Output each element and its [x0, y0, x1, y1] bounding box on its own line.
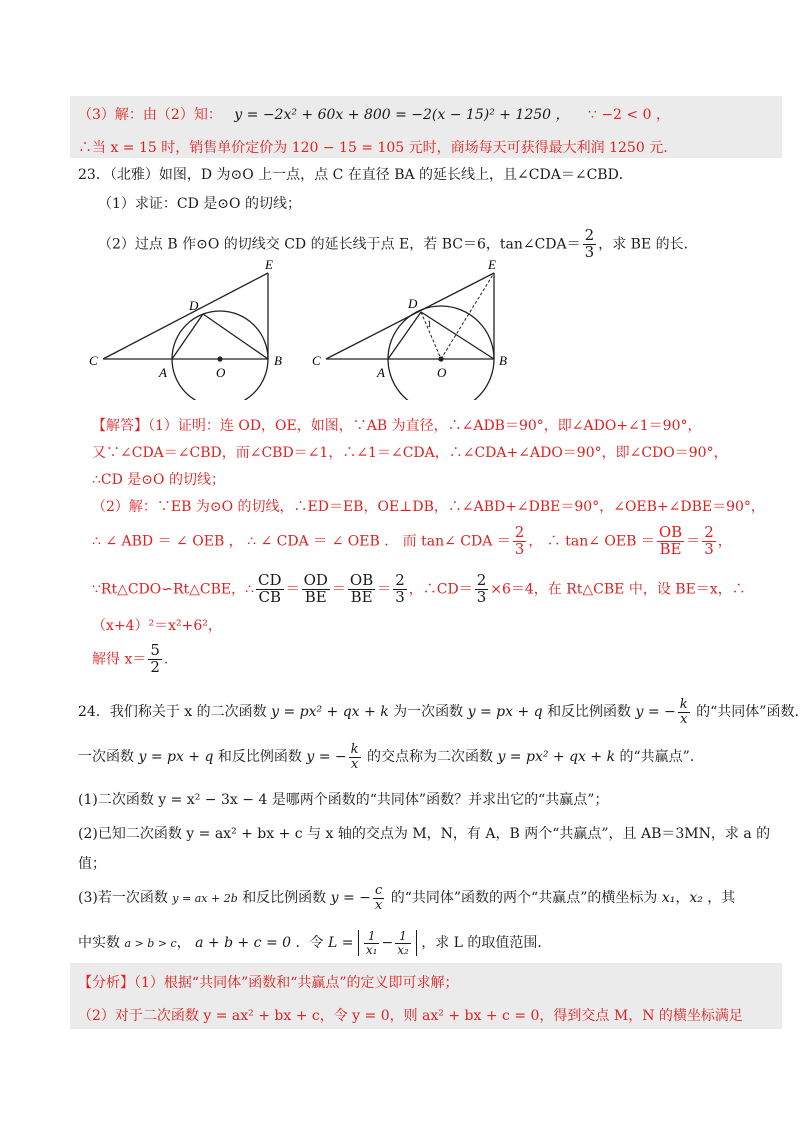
frac-den: x₂ — [397, 942, 409, 957]
frac-den: BE — [350, 587, 373, 606]
equals-sign: ＝ — [331, 581, 346, 598]
ans23-l8 — [92, 643, 800, 676]
fraction-2-3 — [702, 525, 716, 558]
ans23-l4: （2）解：∵EB 为⊙O 的切线，∴ED＝EB，OE⊥DB，∴∠ABD+∠DBE＝90°，∠OEB+∠DBE＝90°， — [92, 499, 765, 515]
formula-linear: y = px + q — [138, 749, 214, 766]
q23-sub2-text-a: （2）过点 B 作⊙O 的切线交 CD 的延长线于点 E，若 BC＝6，tan∠CDA＝ — [98, 236, 581, 253]
frac-den: 3 — [514, 539, 525, 558]
frac-num: c — [373, 884, 384, 899]
tan-fraction — [583, 228, 597, 261]
ans23-l7: （x+4）²＝x²+6²， — [92, 618, 222, 634]
abs-expression: $\frac{1}{\text{x₁}}$ − $\frac{1}{\text{x₂}}$ — [358, 930, 417, 956]
ans23-l1: 【解答】（1）证明：连 OD，OE，如图，∵AB 为直径，∴∠ADB＝90°，即∠ADO+∠1＝90°， — [92, 418, 702, 434]
part3-label: （3）解：由（2）知： — [78, 107, 222, 123]
frac-num: 1 — [364, 930, 380, 944]
q24-l6: (3)若一次函数 y = ax + 2b 和反比例函数 y = − $\frac{c}{x}$ 的“共同体”函数的两个“共赢点”的横坐标为 x₁，x₂ ，其 — [78, 883, 736, 913]
frac-den: BE — [659, 539, 682, 558]
q24-l3: (1)二次函数 y = x² − 3x − 4 是哪两个函数的“共同体”函数？并求出它的“共赢点”； — [78, 792, 609, 808]
label-d: D — [408, 296, 418, 311]
label-d: D — [189, 298, 199, 313]
ans23-l3: ∴CD 是⊙O 的切线； — [92, 472, 225, 488]
circle-o — [172, 311, 268, 400]
frac-num: 2 — [514, 523, 525, 541]
frac-den: x — [350, 756, 359, 772]
part3-expr: y = −2x² + 60x + 800 = −2(x − 15)² + 1250 ， — [234, 107, 570, 123]
q24-l7-c: ，求 L 的取值范围． — [421, 935, 552, 952]
l-def: L = — [327, 935, 354, 952]
fraction-1-x2 — [395, 930, 411, 956]
frac-den: x — [374, 897, 383, 913]
q24-l2-b: 和反比例函数 — [217, 749, 302, 766]
q24-l1 — [78, 698, 800, 726]
fraction-c-x — [373, 884, 384, 912]
fraction-2-3 — [393, 573, 407, 606]
fraction-k-x — [678, 698, 690, 726]
q24-l2-a: 一次函数 — [78, 749, 134, 766]
q24-l7-a: 中实数 — [78, 935, 120, 952]
label-c: C — [89, 353, 98, 368]
center-dot — [217, 356, 222, 361]
fraction-ob-be — [657, 525, 684, 558]
fraction-k-x — [349, 743, 361, 771]
ans23-l5-b: ， ∴ tan∠ OEB ＝ — [528, 533, 655, 550]
frac-num: OB — [349, 571, 374, 589]
frac-den: 3 — [476, 587, 487, 606]
line-ce — [326, 273, 494, 359]
geometry-figure-right — [310, 255, 520, 400]
q24-l6-b: 和反比例函数 — [242, 890, 327, 907]
ans23-l8-a: 解得 x＝ — [92, 651, 147, 668]
analysis-l2: （2）对于二次函数 y = ax² + bx + c，令 y = 0，则 ax² + bx + c = 0，得到交点 M，N 的横坐标满足 — [78, 1008, 743, 1024]
q24-l4: (2)已知二次函数 y = ax² + bx + c 与 x 轴的交点为 M，N，有 A，B 两个“共赢点”，且 AB＝3MN，求 a 的 — [78, 826, 771, 842]
q23-stem: 23．（北雅）如图，D 为⊙O 上一点，点 C 在直径 BA 的延长线上，且∠CDA＝∠CBD． — [78, 167, 633, 183]
q24-l1-b: 为一次函数 — [393, 704, 464, 721]
frac-den: CB — [258, 587, 282, 606]
frac-num: OD — [303, 571, 328, 589]
ans23-l6-c: ×6＝4，在 Rt△CBE 中，设 BE＝x，∴ — [490, 581, 746, 598]
frac-den: x — [680, 711, 688, 727]
q24-l7-b: ．令 — [295, 935, 324, 952]
label-o: O — [216, 365, 226, 380]
frac-num: 2 — [395, 571, 405, 589]
analysis-l1: 【分析】（1）根据“共同体”函数和“共赢点”的定义即可求解； — [78, 975, 459, 991]
q24-l1-d: 的“共同体”函数. — [696, 704, 799, 721]
q23-sub2-text-b: ，求 BE 的长． — [598, 236, 698, 253]
equals-sign: ＝ — [285, 581, 300, 598]
x1: x₁ — [661, 890, 676, 907]
ans23-l6-a: ∵Rt△CDO∽Rt△CBE，∴ — [92, 581, 255, 598]
q24-l2-d: 的“共赢点”． — [619, 749, 704, 766]
formula-inverse: y = − — [306, 749, 347, 766]
formula-inverse: y = − — [635, 704, 676, 721]
frac-num: 2 — [584, 226, 595, 244]
q24-l2 — [78, 743, 800, 771]
formula-quadratic: y = px² + qx + k — [271, 704, 389, 721]
circle-o — [388, 306, 494, 400]
x2: x₂ — [689, 890, 703, 907]
part3-line1 — [78, 104, 800, 124]
line-db — [203, 314, 268, 359]
label-e: E — [265, 257, 273, 272]
q24-l6-d: ，其 — [707, 890, 736, 907]
frac-num: k — [350, 742, 359, 757]
ans23-l5-a: ∴ ∠ ABD ＝ ∠ OEB ， ∴ ∠ CDA ＝ ∠ OEB ． 而 tan∠ CDA ＝ — [92, 533, 511, 550]
label-c: C — [312, 353, 321, 368]
equals-sign: ＝ — [377, 581, 392, 598]
q24-l1-c: 和反比例函数 — [547, 704, 632, 721]
frac-num: OB — [658, 523, 683, 541]
frac-num: 5 — [150, 641, 160, 659]
fraction-od-be — [302, 573, 330, 606]
equals-sign: ＝ — [686, 533, 701, 550]
formula-linear-ab: y = ax + 2b — [172, 892, 238, 906]
fraction-1-x1 — [364, 930, 380, 956]
frac-num: CD — [258, 571, 282, 589]
ans23-l6 — [92, 573, 800, 606]
label-a: A — [377, 365, 385, 380]
frac-num: 1 — [395, 930, 411, 944]
frac-num: 2 — [704, 523, 714, 541]
q24-l6-a: (3)若一次函数 — [78, 890, 168, 907]
q23-sub1: （1）求证：CD 是⊙O 的切线； — [98, 196, 301, 212]
ans23-l2: 又∵∠CDA＝∠CBD，而∠CBD＝∠1，∴∠1＝∠CDA，∴∠CDA+∠ADO＝90°，即∠CDO＝90°， — [92, 445, 728, 461]
fraction-5-2 — [148, 643, 162, 676]
frac-den: 2 — [150, 657, 160, 676]
angle-1-label: 1 — [427, 319, 432, 329]
formula-linear: y = px + q — [467, 704, 543, 721]
frac-den: 3 — [395, 587, 405, 606]
part3-line2 — [78, 137, 800, 157]
frac-den: 3 — [704, 539, 714, 558]
line-db — [421, 312, 494, 359]
label-b: B — [499, 353, 507, 368]
formula-quadratic: y = px² + qx + k — [497, 749, 616, 766]
fraction-ob-be — [348, 573, 375, 606]
q24-l5: 值； — [78, 856, 106, 872]
frac-num: k — [679, 697, 688, 712]
q24-l7: 中实数 a > b > c， a + b + c = 0 ．令 L = $\frac{1}{\text{x₁}}$ − $\frac{1}{\text{x₂}}$ ，求 L 的取值范围． — [78, 929, 552, 957]
label-e: E — [488, 257, 496, 272]
label-o: O — [437, 365, 447, 380]
fraction-2-3 — [513, 525, 527, 558]
line-ce — [103, 273, 268, 359]
center-dot — [438, 356, 443, 361]
q24-l2-c: 的交点称为二次函数 — [366, 749, 493, 766]
frac-den: 3 — [584, 242, 595, 261]
ans23-l6-b: ，∴CD＝ — [408, 581, 473, 598]
condition-abc: a > b > c — [124, 937, 177, 951]
period: . — [163, 651, 169, 668]
ans23-l5-c: ， — [717, 533, 732, 550]
ans23-l5 — [92, 525, 800, 558]
q24-l6-c: 的“共同体”函数的两个“共赢点”的横坐标为 — [390, 890, 658, 907]
condition-sum: a + b + c = 0 — [195, 935, 292, 952]
part3-since: ∵ −2 < 0 ， — [587, 107, 670, 123]
label-b: B — [274, 353, 282, 368]
part3-conclusion: ∴当 x = 15 时，销售单价定价为 120 − 15 = 105 元时，商场每天可获得最大利润 1250 元. — [78, 140, 668, 156]
fraction-cd-cb — [256, 573, 284, 606]
formula-inverse-c: y = − — [330, 890, 371, 907]
label-a: A — [159, 365, 167, 380]
frac-den: BE — [304, 587, 327, 606]
frac-num: 2 — [476, 571, 487, 589]
fraction-2-3 — [475, 573, 489, 606]
q24-l1-a: 24．我们称关于 x 的二次函数 — [78, 704, 267, 721]
frac-den: x₁ — [365, 942, 378, 957]
geometry-figure-left — [85, 255, 295, 400]
